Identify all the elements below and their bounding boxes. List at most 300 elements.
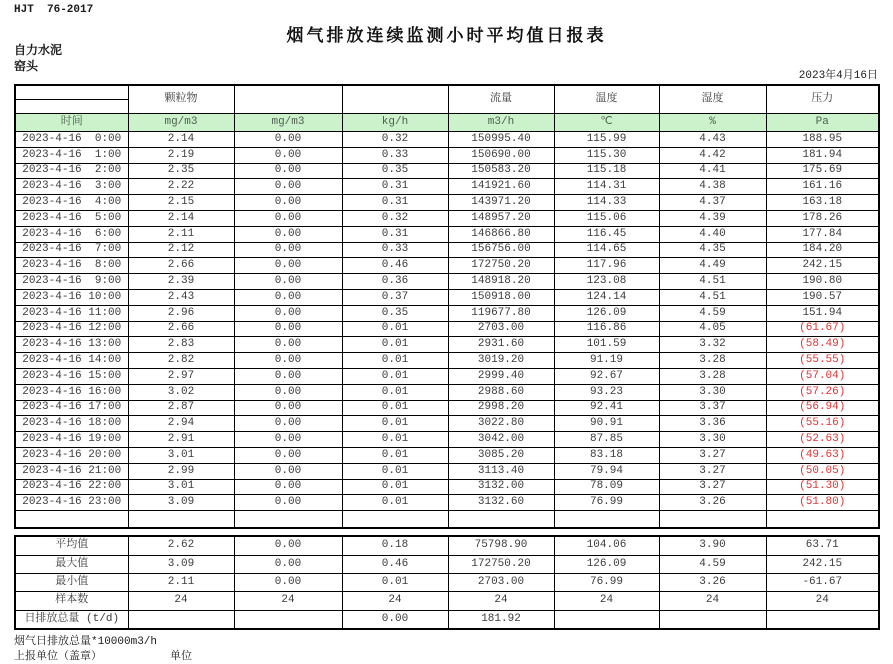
row-label-cell: 2023-4-16 18:00 xyxy=(15,416,128,432)
value-cell: -61.67 xyxy=(766,573,879,591)
hourly-data-body xyxy=(15,132,879,511)
value-cell: 172750.20 xyxy=(448,555,554,573)
blank-cell xyxy=(766,511,879,529)
value-cell: 0.33 xyxy=(342,147,448,163)
blank-cell xyxy=(128,511,234,529)
value-cell: 83.18 xyxy=(554,447,659,463)
value-cell: 0.00 xyxy=(234,573,342,591)
row-label-cell: 2023-4-16 0:00 xyxy=(15,132,128,148)
report-date: 2023年4月16日 xyxy=(798,70,878,82)
value-cell: 148957.20 xyxy=(448,210,554,226)
blank-cell xyxy=(448,511,554,529)
value-cell: 0.31 xyxy=(342,226,448,242)
value-cell: 116.45 xyxy=(554,226,659,242)
row-label-cell: 2023-4-16 13:00 xyxy=(15,337,128,353)
value-cell: 92.67 xyxy=(554,368,659,384)
value-cell: 0.32 xyxy=(342,210,448,226)
value-cell: 4.42 xyxy=(659,147,766,163)
value-cell: 126.09 xyxy=(554,305,659,321)
summary-body xyxy=(15,536,879,629)
time-header-top-cell xyxy=(15,85,128,100)
blank-group-header xyxy=(342,85,448,114)
value-cell: 151.94 xyxy=(766,305,879,321)
value-cell: 0.00 xyxy=(342,610,448,629)
value-cell: 2.12 xyxy=(128,242,234,258)
value-cell: 0.00 xyxy=(234,289,342,305)
value-cell: 0.00 xyxy=(234,242,342,258)
blank-cell xyxy=(15,511,128,529)
summary-table xyxy=(14,535,880,630)
value-cell: 3132.60 xyxy=(448,495,554,511)
value-cell: 0.35 xyxy=(342,163,448,179)
row-label-cell: 2023-4-16 21:00 xyxy=(15,463,128,479)
value-cell: (51.30) xyxy=(766,479,879,495)
value-cell xyxy=(766,610,879,629)
row-label-cell: 2023-4-16 16:00 xyxy=(15,384,128,400)
table-row xyxy=(15,226,879,242)
value-cell: 4.51 xyxy=(659,289,766,305)
table-row xyxy=(15,555,879,573)
value-cell: 2.66 xyxy=(128,258,234,274)
value-cell: 3.30 xyxy=(659,384,766,400)
table-row xyxy=(15,384,879,400)
value-cell: 0.46 xyxy=(342,258,448,274)
report-header xyxy=(0,0,893,84)
value-cell: 0.00 xyxy=(234,195,342,211)
value-cell: 2.97 xyxy=(128,368,234,384)
value-cell: 0.00 xyxy=(234,384,342,400)
value-cell: 2.62 xyxy=(128,536,234,555)
value-cell: 24 xyxy=(128,592,234,610)
table-row xyxy=(15,321,879,337)
value-cell: 163.18 xyxy=(766,195,879,211)
flow-group-header: 流量 xyxy=(448,85,554,114)
table-row xyxy=(15,258,879,274)
table-row xyxy=(15,305,879,321)
value-cell: 0.00 xyxy=(234,321,342,337)
value-cell: 76.99 xyxy=(554,573,659,591)
value-cell xyxy=(659,610,766,629)
table-row xyxy=(15,495,879,511)
value-cell: 0.00 xyxy=(234,132,342,148)
value-cell: 3.27 xyxy=(659,447,766,463)
value-cell: 0.00 xyxy=(234,274,342,290)
value-cell: 181.94 xyxy=(766,147,879,163)
pressure-group-header: 压力 xyxy=(766,85,879,114)
table-row xyxy=(15,353,879,369)
units-row xyxy=(15,114,879,132)
value-cell: 79.94 xyxy=(554,463,659,479)
value-cell: 0.01 xyxy=(342,384,448,400)
table-row xyxy=(15,463,879,479)
table-row xyxy=(15,274,879,290)
value-cell: 2.14 xyxy=(128,132,234,148)
value-cell: 115.06 xyxy=(554,210,659,226)
row-label-cell: 2023-4-16 2:00 xyxy=(15,163,128,179)
value-cell: 4.39 xyxy=(659,210,766,226)
value-cell: 0.00 xyxy=(234,226,342,242)
value-cell: 0.18 xyxy=(342,536,448,555)
value-cell: 91.19 xyxy=(554,353,659,369)
unit-cell: m3/h xyxy=(448,114,554,132)
value-cell: 0.00 xyxy=(234,353,342,369)
table-row xyxy=(15,210,879,226)
value-cell: (51.80) xyxy=(766,495,879,511)
value-cell: 181.92 xyxy=(448,610,554,629)
value-cell xyxy=(128,610,234,629)
value-cell: 146866.80 xyxy=(448,226,554,242)
value-cell: 2.11 xyxy=(128,226,234,242)
table-row xyxy=(15,447,879,463)
row-label-cell: 2023-4-16 12:00 xyxy=(15,321,128,337)
value-cell: 0.00 xyxy=(234,400,342,416)
value-cell: 3.02 xyxy=(128,384,234,400)
value-cell: 2.66 xyxy=(128,321,234,337)
value-cell: 3.09 xyxy=(128,495,234,511)
row-label-cell: 2023-4-16 5:00 xyxy=(15,210,128,226)
unit-label: 单位 xyxy=(170,651,192,664)
value-cell: (52.63) xyxy=(766,432,879,448)
temperature-group-header: 温度 xyxy=(554,85,659,114)
row-label-cell: 日排放总量 (t/d) xyxy=(15,610,128,629)
value-cell: 0.00 xyxy=(234,416,342,432)
pm-group-header: 颗粒物 xyxy=(128,85,234,114)
value-cell: 2.19 xyxy=(128,147,234,163)
value-cell: 4.49 xyxy=(659,258,766,274)
table-row xyxy=(15,432,879,448)
unit-cell: kg/h xyxy=(342,114,448,132)
time-header-bottom-cell xyxy=(15,100,128,114)
table-row xyxy=(15,592,879,610)
value-cell: 150583.20 xyxy=(448,163,554,179)
value-cell: 4.43 xyxy=(659,132,766,148)
value-cell xyxy=(554,610,659,629)
value-cell: 3019.20 xyxy=(448,353,554,369)
value-cell: 242.15 xyxy=(766,555,879,573)
value-cell: 92.41 xyxy=(554,400,659,416)
value-cell: 0.01 xyxy=(342,353,448,369)
value-cell: 76.99 xyxy=(554,495,659,511)
value-cell: (55.16) xyxy=(766,416,879,432)
value-cell: 115.18 xyxy=(554,163,659,179)
table-row xyxy=(15,610,879,629)
value-cell: 4.41 xyxy=(659,163,766,179)
value-cell: 0.00 xyxy=(234,147,342,163)
value-cell: 177.84 xyxy=(766,226,879,242)
value-cell: 0.00 xyxy=(234,536,342,555)
value-cell: 2998.20 xyxy=(448,400,554,416)
value-cell: 2.91 xyxy=(128,432,234,448)
station-name: 窑头 xyxy=(14,60,39,74)
value-cell: 3085.20 xyxy=(448,447,554,463)
value-cell: 3.37 xyxy=(659,400,766,416)
row-label-cell: 最大值 xyxy=(15,555,128,573)
value-cell: 0.01 xyxy=(342,400,448,416)
value-cell: 114.65 xyxy=(554,242,659,258)
value-cell: 4.59 xyxy=(659,305,766,321)
row-label-cell: 2023-4-16 17:00 xyxy=(15,400,128,416)
value-cell: 2999.40 xyxy=(448,368,554,384)
value-cell: 4.59 xyxy=(659,555,766,573)
value-cell: 242.15 xyxy=(766,258,879,274)
value-cell: 2.35 xyxy=(128,163,234,179)
value-cell: 3113.40 xyxy=(448,463,554,479)
value-cell: 0.37 xyxy=(342,289,448,305)
row-label-cell: 2023-4-16 23:00 xyxy=(15,495,128,511)
value-cell: 0.00 xyxy=(234,495,342,511)
table-row xyxy=(15,147,879,163)
value-cell: 150995.40 xyxy=(448,132,554,148)
value-cell: 78.09 xyxy=(554,479,659,495)
row-label-cell: 2023-4-16 19:00 xyxy=(15,432,128,448)
value-cell: (57.04) xyxy=(766,368,879,384)
value-cell: 2931.60 xyxy=(448,337,554,353)
value-cell: 4.35 xyxy=(659,242,766,258)
unit-cell: mg/m3 xyxy=(234,114,342,132)
table-row xyxy=(15,536,879,555)
value-cell: 4.05 xyxy=(659,321,766,337)
value-cell: 0.32 xyxy=(342,132,448,148)
value-cell: 2.39 xyxy=(128,274,234,290)
value-cell: (55.55) xyxy=(766,353,879,369)
value-cell: 3.01 xyxy=(128,479,234,495)
row-label-cell: 2023-4-16 10:00 xyxy=(15,289,128,305)
blank-cell xyxy=(659,511,766,529)
value-cell: 161.16 xyxy=(766,179,879,195)
table-row xyxy=(15,289,879,305)
value-cell: 2.22 xyxy=(128,179,234,195)
report-table-header xyxy=(15,85,879,132)
value-cell: 156756.00 xyxy=(448,242,554,258)
value-cell: 3.90 xyxy=(659,536,766,555)
value-cell: 63.71 xyxy=(766,536,879,555)
value-cell: 0.01 xyxy=(342,573,448,591)
value-cell: 0.00 xyxy=(234,447,342,463)
row-label-cell: 2023-4-16 15:00 xyxy=(15,368,128,384)
unit-cell: % xyxy=(659,114,766,132)
row-label-cell: 2023-4-16 11:00 xyxy=(15,305,128,321)
value-cell: 184.20 xyxy=(766,242,879,258)
table-row xyxy=(15,573,879,591)
value-cell: 3.28 xyxy=(659,353,766,369)
value-cell: 150690.00 xyxy=(448,147,554,163)
value-cell: 2.96 xyxy=(128,305,234,321)
value-cell: (57.26) xyxy=(766,384,879,400)
value-cell: (56.94) xyxy=(766,400,879,416)
table-row xyxy=(15,479,879,495)
value-cell: 24 xyxy=(766,592,879,610)
value-cell: 2.43 xyxy=(128,289,234,305)
report-table xyxy=(14,84,880,529)
table-row xyxy=(15,242,879,258)
value-cell: 24 xyxy=(659,592,766,610)
table-row xyxy=(15,400,879,416)
value-cell: 87.85 xyxy=(554,432,659,448)
value-cell: 148918.20 xyxy=(448,274,554,290)
value-cell: 0.01 xyxy=(342,416,448,432)
row-label-cell: 2023-4-16 1:00 xyxy=(15,147,128,163)
value-cell: 3.28 xyxy=(659,368,766,384)
value-cell: 190.57 xyxy=(766,289,879,305)
value-cell: 2.87 xyxy=(128,400,234,416)
row-label-cell: 2023-4-16 4:00 xyxy=(15,195,128,211)
value-cell: 104.06 xyxy=(554,536,659,555)
value-cell: 0.00 xyxy=(234,258,342,274)
row-label-cell: 最小值 xyxy=(15,573,128,591)
value-cell: 2703.00 xyxy=(448,321,554,337)
value-cell: 124.14 xyxy=(554,289,659,305)
unit-cell: Pa xyxy=(766,114,879,132)
value-cell xyxy=(234,610,342,629)
value-cell: 123.08 xyxy=(554,274,659,290)
table-row xyxy=(15,179,879,195)
value-cell: 178.26 xyxy=(766,210,879,226)
value-cell: 0.00 xyxy=(234,368,342,384)
value-cell: 0.35 xyxy=(342,305,448,321)
value-cell: 24 xyxy=(448,592,554,610)
table-row xyxy=(15,368,879,384)
blank-cell xyxy=(342,511,448,529)
value-cell: 101.59 xyxy=(554,337,659,353)
value-cell: 114.33 xyxy=(554,195,659,211)
value-cell: (61.67) xyxy=(766,321,879,337)
value-cell: 126.09 xyxy=(554,555,659,573)
value-cell: 115.30 xyxy=(554,147,659,163)
value-cell: 115.99 xyxy=(554,132,659,148)
value-cell: 3.26 xyxy=(659,573,766,591)
value-cell: 0.01 xyxy=(342,463,448,479)
standard-code: HJT 76-2017 xyxy=(14,4,94,16)
table-row xyxy=(15,132,879,148)
value-cell: 0.36 xyxy=(342,274,448,290)
value-cell: 2.82 xyxy=(128,353,234,369)
value-cell: 3.27 xyxy=(659,463,766,479)
blank-group-header xyxy=(234,85,342,114)
value-cell: 0.00 xyxy=(234,210,342,226)
time-column-label: 时间 xyxy=(15,114,128,132)
value-cell: 0.00 xyxy=(234,163,342,179)
value-cell: 0.00 xyxy=(234,337,342,353)
value-cell: 0.01 xyxy=(342,337,448,353)
value-cell: 172750.20 xyxy=(448,258,554,274)
value-cell: 3.01 xyxy=(128,447,234,463)
value-cell: 0.00 xyxy=(234,555,342,573)
value-cell: 190.80 xyxy=(766,274,879,290)
value-cell: 117.96 xyxy=(554,258,659,274)
value-cell: 24 xyxy=(342,592,448,610)
value-cell: 0.00 xyxy=(234,463,342,479)
value-cell: 188.95 xyxy=(766,132,879,148)
value-cell: 24 xyxy=(234,592,342,610)
value-cell: 0.01 xyxy=(342,321,448,337)
value-cell: 2703.00 xyxy=(448,573,554,591)
row-label-cell: 2023-4-16 3:00 xyxy=(15,179,128,195)
row-label-cell: 2023-4-16 14:00 xyxy=(15,353,128,369)
value-cell: 24 xyxy=(554,592,659,610)
value-cell: 0.01 xyxy=(342,479,448,495)
value-cell: 2988.60 xyxy=(448,384,554,400)
row-label-cell: 2023-4-16 6:00 xyxy=(15,226,128,242)
value-cell: 0.01 xyxy=(342,447,448,463)
value-cell: 3.09 xyxy=(128,555,234,573)
value-cell: 3.36 xyxy=(659,416,766,432)
value-cell: 2.94 xyxy=(128,416,234,432)
value-cell: 119677.80 xyxy=(448,305,554,321)
value-cell: 0.00 xyxy=(234,305,342,321)
row-label-cell: 2023-4-16 9:00 xyxy=(15,274,128,290)
table-row xyxy=(15,337,879,353)
report-unit-label: 上报单位（盖章） xyxy=(14,651,102,664)
value-cell: 0.01 xyxy=(342,432,448,448)
value-cell: 3.27 xyxy=(659,479,766,495)
value-cell: 0.33 xyxy=(342,242,448,258)
value-cell: 3.26 xyxy=(659,495,766,511)
value-cell: (49.63) xyxy=(766,447,879,463)
table-row xyxy=(15,163,879,179)
footer-note: 烟气日排放总量*10000m3/h xyxy=(14,636,158,649)
table-row xyxy=(15,195,879,211)
value-cell: 3.30 xyxy=(659,432,766,448)
value-cell: 2.14 xyxy=(128,210,234,226)
value-cell: 2.15 xyxy=(128,195,234,211)
blank-cell xyxy=(234,511,342,529)
value-cell: 0.31 xyxy=(342,195,448,211)
row-label-cell: 2023-4-16 8:00 xyxy=(15,258,128,274)
value-cell: 4.40 xyxy=(659,226,766,242)
value-cell: 150918.00 xyxy=(448,289,554,305)
value-cell: 4.38 xyxy=(659,179,766,195)
page-title: 烟气排放连续监测小时平均值日报表 xyxy=(286,28,607,47)
value-cell: 2.99 xyxy=(128,463,234,479)
value-cell: 2.83 xyxy=(128,337,234,353)
value-cell: 0.46 xyxy=(342,555,448,573)
row-label-cell: 2023-4-16 20:00 xyxy=(15,447,128,463)
value-cell: 0.01 xyxy=(342,368,448,384)
value-cell: 175.69 xyxy=(766,163,879,179)
table-row xyxy=(15,416,879,432)
unit-cell: ℃ xyxy=(554,114,659,132)
value-cell: 75798.90 xyxy=(448,536,554,555)
value-cell: 0.00 xyxy=(234,479,342,495)
value-cell: 3042.00 xyxy=(448,432,554,448)
humidity-group-header: 湿度 xyxy=(659,85,766,114)
value-cell: 114.31 xyxy=(554,179,659,195)
value-cell: 116.86 xyxy=(554,321,659,337)
value-cell: 3.32 xyxy=(659,337,766,353)
spacer-body xyxy=(15,511,879,529)
value-cell: 141921.60 xyxy=(448,179,554,195)
value-cell: (58.49) xyxy=(766,337,879,353)
value-cell: 90.91 xyxy=(554,416,659,432)
unit-cell: mg/m3 xyxy=(128,114,234,132)
value-cell: (50.05) xyxy=(766,463,879,479)
value-cell: 0.01 xyxy=(342,495,448,511)
value-cell: 4.51 xyxy=(659,274,766,290)
row-label-cell: 2023-4-16 22:00 xyxy=(15,479,128,495)
value-cell: 4.37 xyxy=(659,195,766,211)
row-label-cell: 样本数 xyxy=(15,592,128,610)
group-header-row xyxy=(15,85,879,100)
value-cell: 3132.00 xyxy=(448,479,554,495)
blank-row xyxy=(15,511,879,529)
value-cell: 3022.80 xyxy=(448,416,554,432)
value-cell: 0.00 xyxy=(234,179,342,195)
value-cell: 0.00 xyxy=(234,432,342,448)
blank-cell xyxy=(554,511,659,529)
row-label-cell: 平均值 xyxy=(15,536,128,555)
value-cell: 93.23 xyxy=(554,384,659,400)
report-footer xyxy=(14,635,893,664)
